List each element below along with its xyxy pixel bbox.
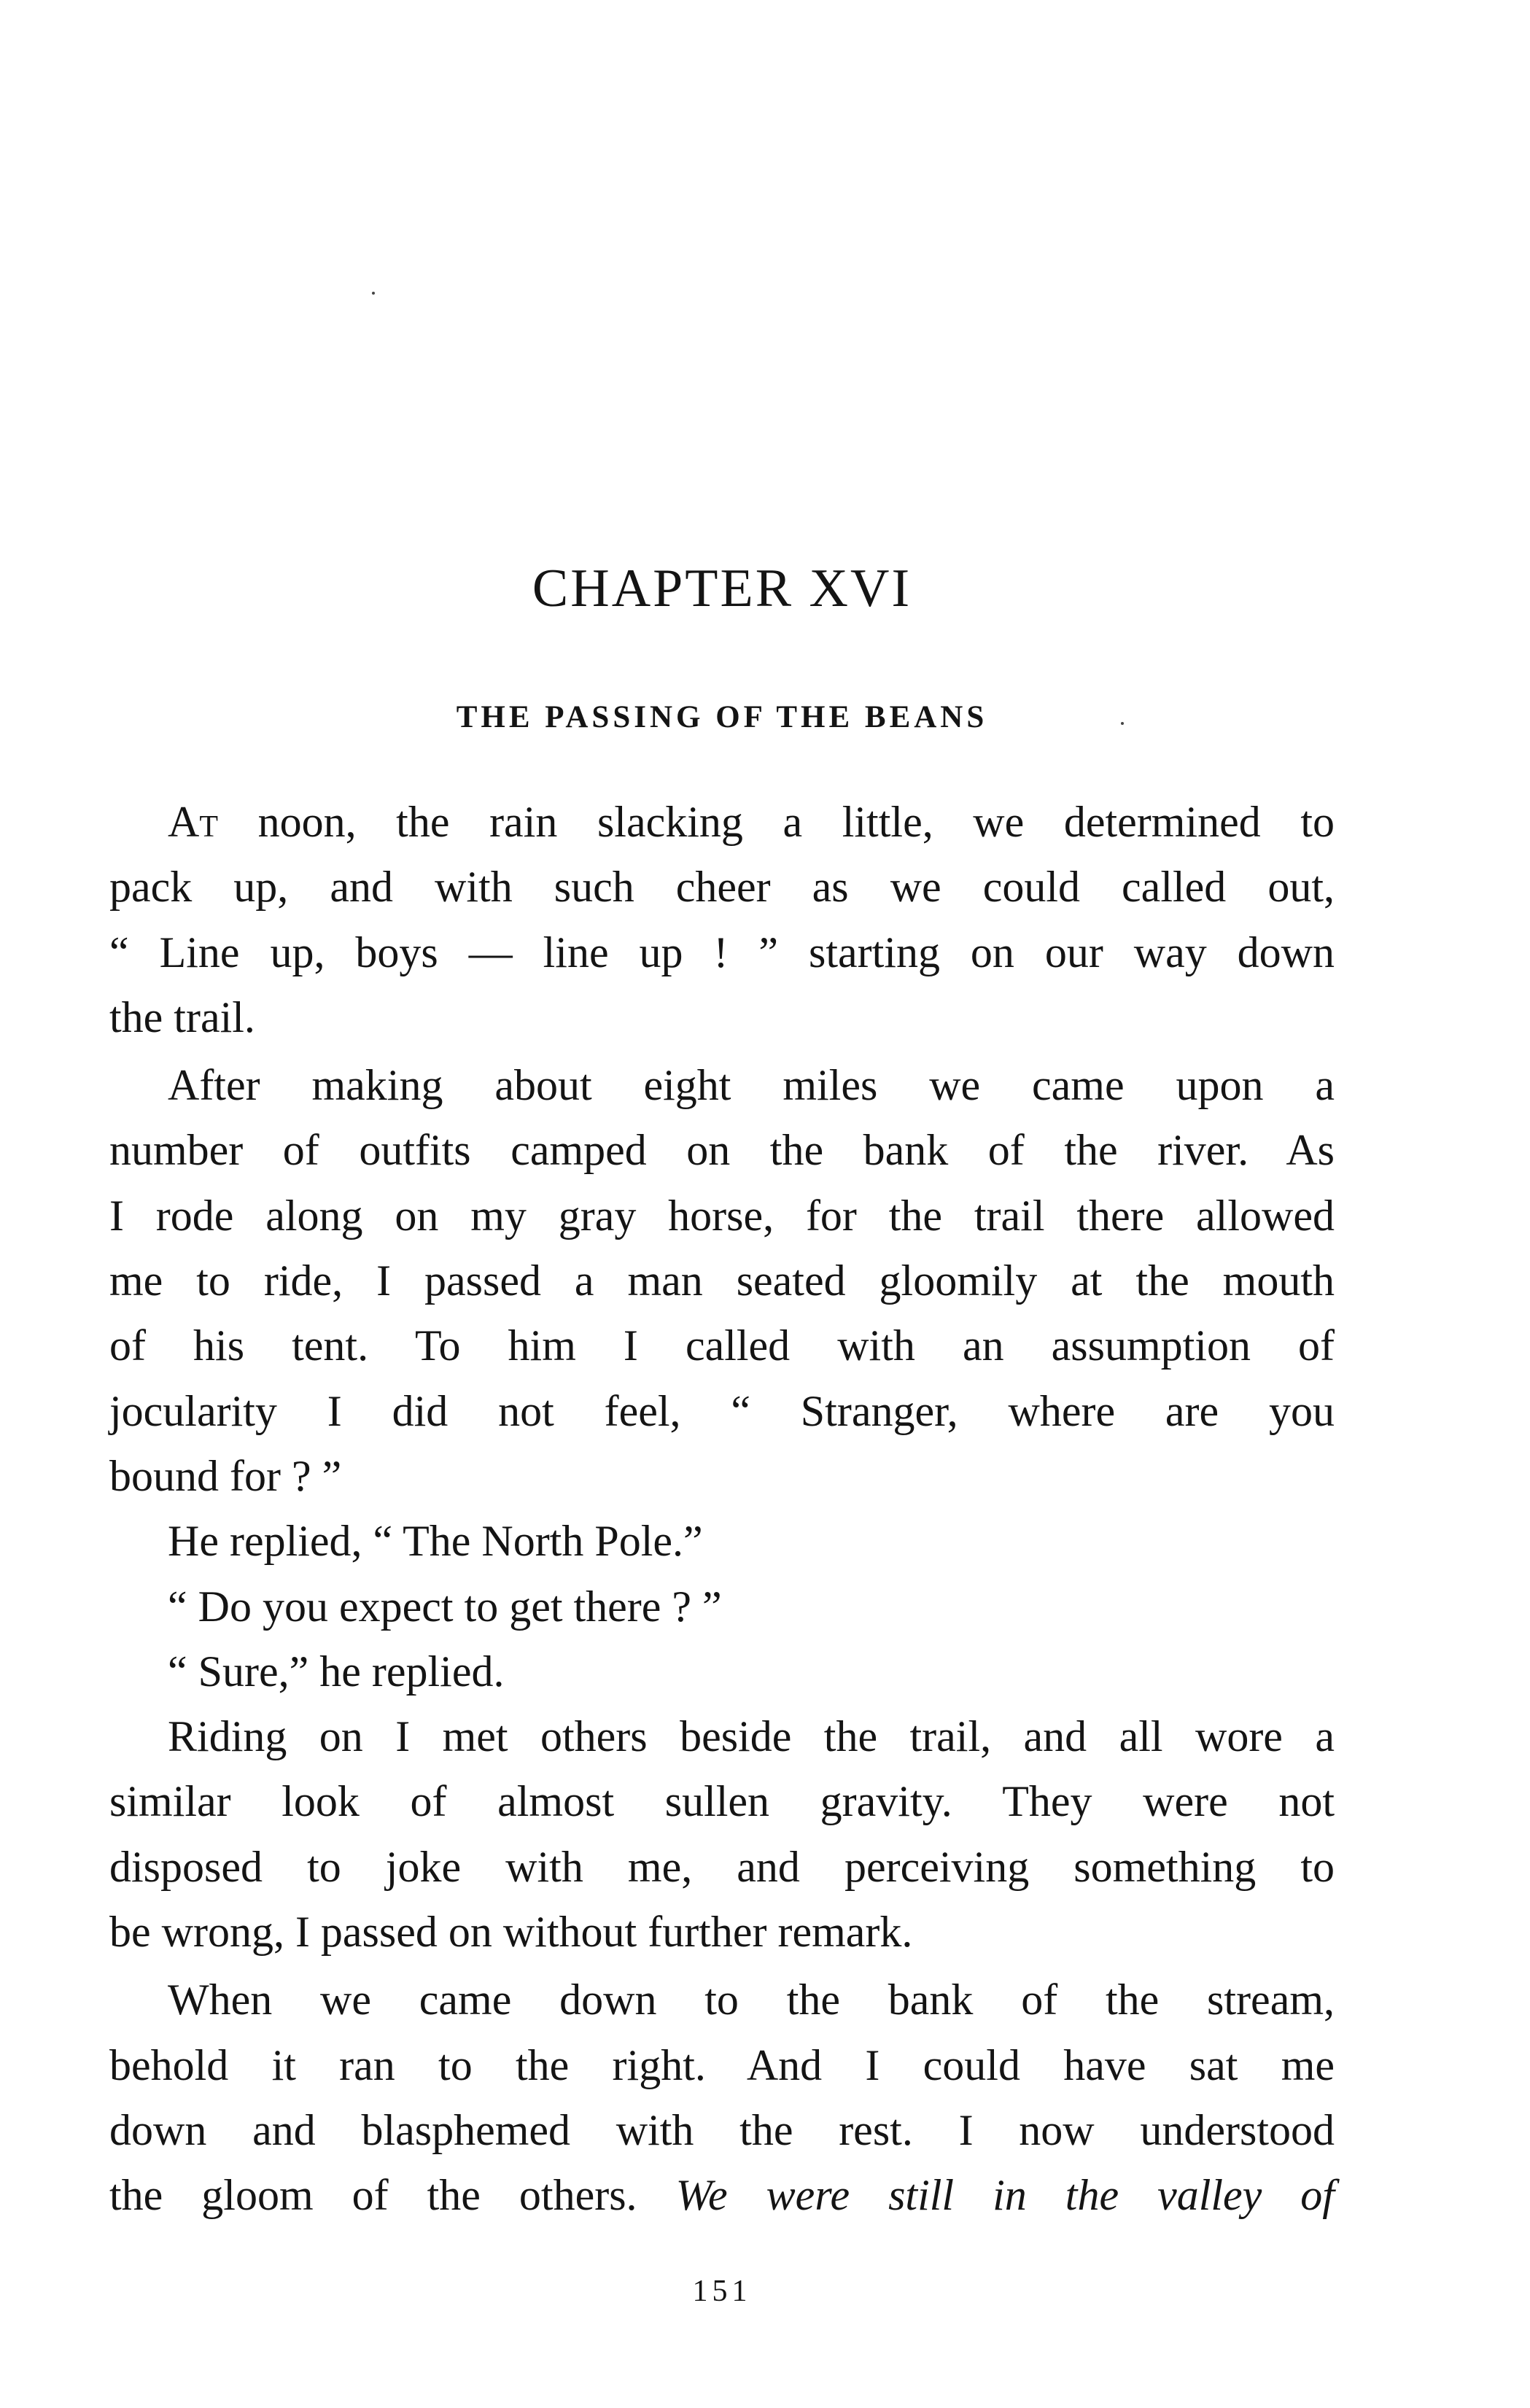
text-line: “ Do you expect to get there ? ” <box>168 1582 722 1631</box>
text-line: disposed to joke with me, and perceiving something to <box>109 1842 1335 1891</box>
text-line: the trail. <box>109 993 255 1041</box>
small-caps-opening: At <box>168 798 218 846</box>
text-line-content: noon, the rain slacking a little, we determined to <box>218 798 1335 846</box>
page-number: 151 <box>692 2275 752 2308</box>
text-line: He replied, “ The North Pole.” <box>168 1517 703 1566</box>
text-line: When we came down to the bank of the stream, <box>168 1976 1335 2024</box>
body-text <box>109 790 1335 2229</box>
paper-speck <box>1121 722 1124 725</box>
text-line: of his tent. To him I called with an assumption of <box>109 1321 1335 1370</box>
book-page <box>109 0 1335 2408</box>
text-line: similar look of almost sullen gravity. They were not <box>109 1777 1335 1826</box>
paragraph <box>109 790 1335 1050</box>
paper-speck <box>372 292 375 295</box>
text-line: bound for ? ” <box>109 1451 342 1500</box>
text-line: me to ride, I passed a man seated gloomily at the mouth <box>109 1257 1335 1305</box>
text-line-roman: the gloom of the others. <box>109 2171 676 2220</box>
text-line: behold it ran to the right. And I could have sat me <box>109 2040 1335 2089</box>
chapter-title: CHAPTER XVI <box>532 559 912 618</box>
paragraph <box>109 1639 1335 1704</box>
text-line: number of outfits camped on the bank of the river. As <box>109 1126 1335 1175</box>
text-line <box>109 790 1335 855</box>
text-line: I rode along on my gray horse, for the trail there allowed <box>109 1191 1335 1240</box>
text-line: “ Line up, boys — line up ! ” starting on our way down <box>109 928 1335 976</box>
text-line-italic: We were still in the valley of <box>675 2171 1335 2220</box>
text-line: pack up, and with such cheer as we could called out, <box>109 863 1335 912</box>
paragraph <box>109 1968 1335 2228</box>
text-line: jocularity I did not feel, “ Stranger, where are you <box>109 1386 1335 1435</box>
paragraph <box>109 1509 1335 1574</box>
paragraph <box>109 1574 1335 1639</box>
text-line: Riding on I met others beside the trail, and all wore a <box>168 1712 1335 1761</box>
text-line: be wrong, I passed on without further remark. <box>109 1908 913 1957</box>
text-line: “ Sure,” he replied. <box>168 1647 505 1696</box>
paragraph <box>109 1053 1335 1509</box>
text-line <box>109 2163 1335 2228</box>
text-line: After making about eight miles we came upon a <box>168 1061 1335 1110</box>
text-line: down and blasphemed with the rest. I now understood <box>109 2105 1335 2154</box>
paragraph <box>109 1704 1335 1965</box>
chapter-subtitle: THE PASSING OF THE BEANS <box>456 700 988 734</box>
